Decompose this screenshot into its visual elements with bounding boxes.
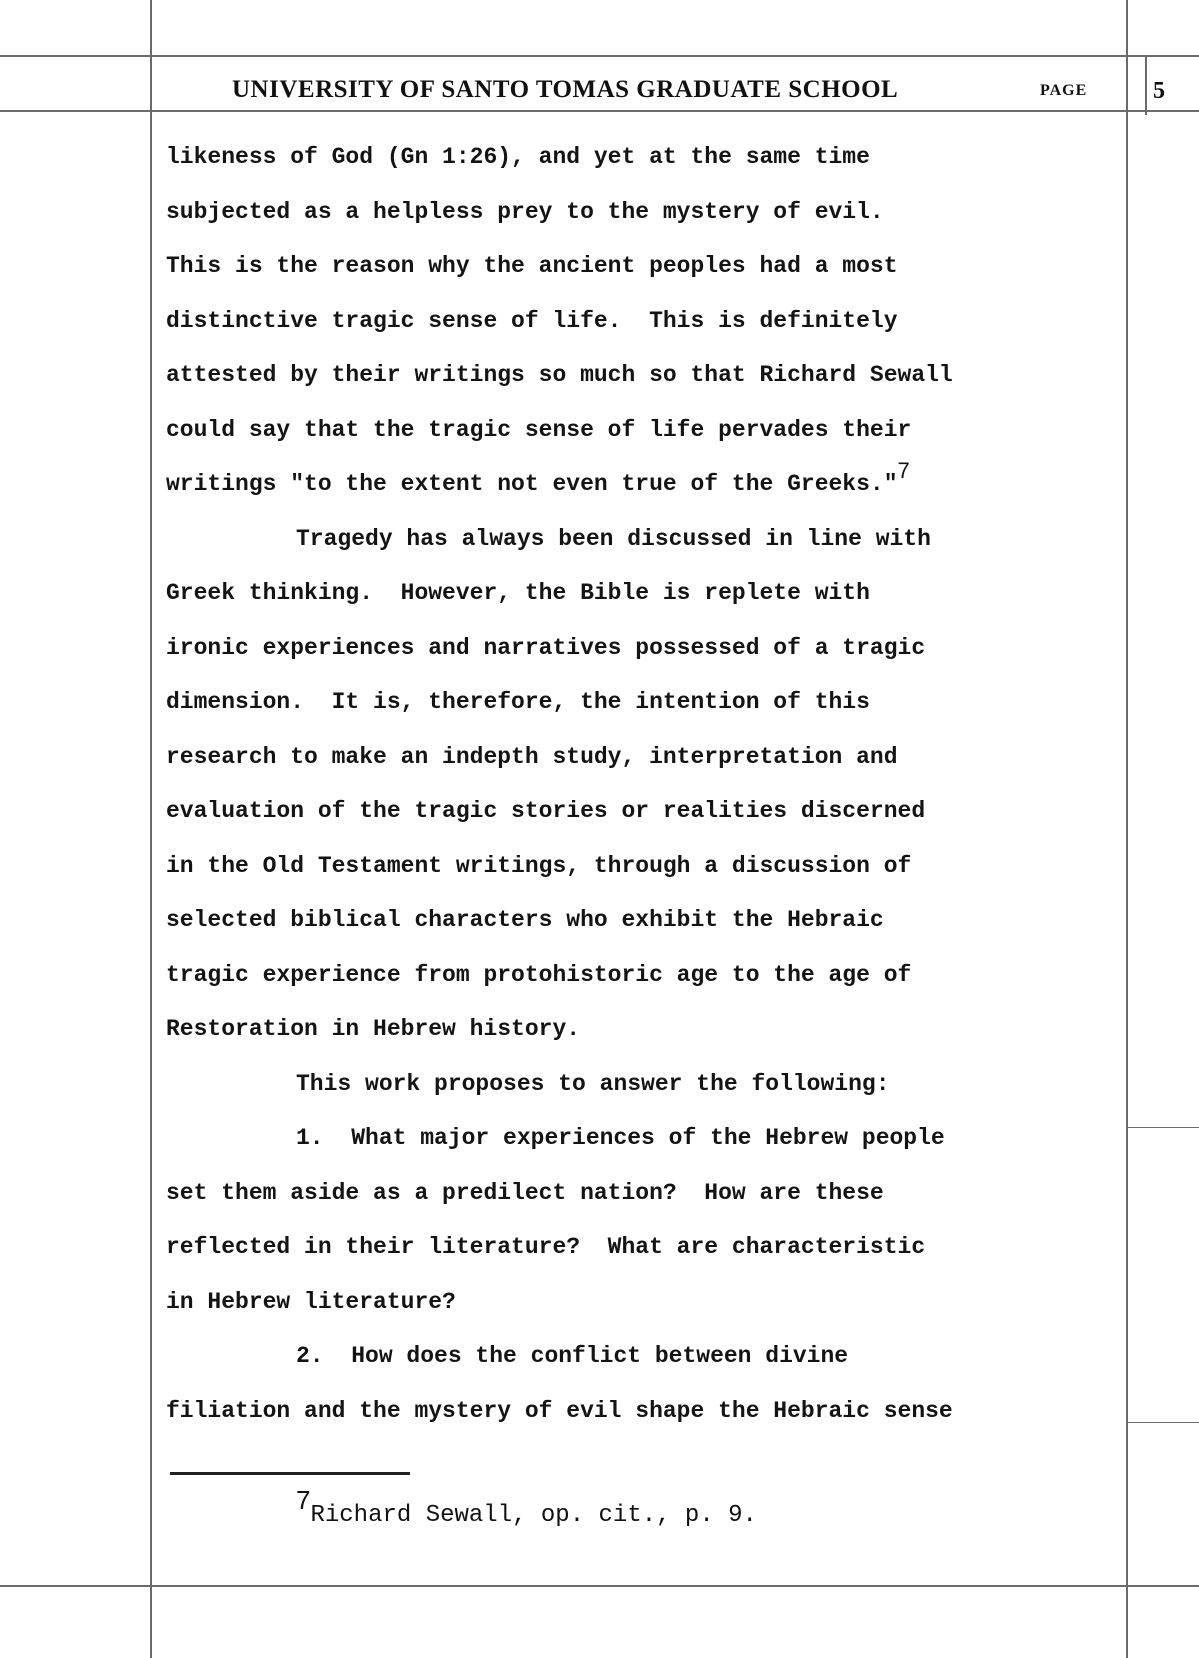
text-line-content: Restoration in Hebrew history.	[166, 1016, 581, 1042]
text-line	[166, 1057, 1126, 1112]
text-line	[166, 784, 1126, 839]
text-line	[166, 948, 1126, 1003]
text-line-content: writings "to the extent not even true of the Greeks."	[166, 471, 898, 497]
text-line	[166, 1384, 1126, 1439]
page-header-title: UNIVERSITY OF SANTO TOMAS GRADUATE SCHOOL	[232, 76, 899, 103]
text-line-content: Greek thinking. However, the Bible is replete with	[166, 580, 870, 606]
text-line-content: research to make an indepth study, interpretation and	[166, 743, 898, 770]
text-line	[166, 185, 1126, 240]
text-line-content: dimension. It is, therefore, the intention of this	[166, 689, 870, 715]
text-line	[166, 1329, 1126, 1384]
page-label: PAGE	[1040, 82, 1088, 99]
text-line-content: selected biblical characters who exhibit the Hebraic	[166, 907, 884, 933]
text-line	[166, 1111, 1126, 1166]
text-line	[166, 512, 1126, 567]
footnote	[296, 1485, 757, 1529]
text-line-content: subjected as a helpless prey to the mystery of evil.	[166, 198, 884, 225]
text-line	[166, 130, 1126, 185]
text-line	[166, 1002, 1126, 1057]
text-line-content: likeness of God (Gn 1:26), and yet at the same time	[166, 144, 870, 170]
text-line	[166, 730, 1126, 785]
top-rule	[0, 55, 1199, 57]
footnote-separator	[170, 1472, 410, 1475]
page-number-divider	[1145, 55, 1147, 115]
footnote-text: Richard Sewall, op. cit., p. 9.	[310, 1502, 757, 1529]
text-line-content: in Hebrew literature?	[166, 1288, 456, 1315]
text-line	[166, 457, 1126, 512]
text-line	[166, 239, 1126, 294]
text-line	[166, 675, 1126, 730]
text-line	[166, 621, 1126, 676]
text-line	[166, 348, 1126, 403]
text-line	[166, 403, 1126, 458]
text-line	[166, 1275, 1126, 1330]
text-line-content: could say that the tragic sense of life pervades their	[166, 416, 912, 443]
text-line-content: 1. What major experiences of the Hebrew people	[296, 1125, 945, 1151]
bottom-rule	[0, 1585, 1199, 1587]
text-line	[166, 1220, 1126, 1275]
footnote-marker: 7	[296, 1485, 311, 1515]
footnote-reference: 7	[897, 458, 910, 483]
text-line-content: This work proposes to answer the following:	[296, 1070, 890, 1097]
right-tick-lower	[1128, 1422, 1199, 1423]
text-line-content: distinctive tragic sense of life. This is definitely	[166, 307, 898, 334]
text-line-content: Tragedy has always been discussed in line with	[296, 525, 931, 552]
text-line	[166, 294, 1126, 349]
text-line	[166, 839, 1126, 894]
left-margin-rule	[150, 0, 152, 1658]
text-line	[166, 566, 1126, 621]
body-text	[166, 130, 1126, 1438]
text-line-content: tragic experience from protohistoric age to the age of	[166, 961, 912, 988]
text-line-content: set them aside as a predilect nation? How are these	[166, 1179, 884, 1206]
text-line-content: in the Old Testament writings, through a discussion of	[166, 852, 912, 879]
right-margin-rule	[1126, 0, 1128, 1658]
text-line-content: 2. How does the conflict between divine	[296, 1343, 849, 1369]
text-line-content: attested by their writings so much so that Richard Sewall	[166, 362, 953, 388]
text-line	[166, 893, 1126, 948]
text-line-content: This is the reason why the ancient peoples had a most	[166, 253, 898, 279]
right-tick-upper	[1128, 1127, 1199, 1128]
header-underline	[0, 110, 1199, 112]
text-line	[166, 1166, 1126, 1221]
text-line-content: evaluation of the tragic stories or realities discerned	[166, 798, 926, 824]
text-line-content: filiation and the mystery of evil shape the Hebraic sense	[166, 1397, 953, 1424]
text-line-content: ironic experiences and narratives possessed of a tragic	[166, 634, 926, 661]
page-number: 5	[1153, 78, 1165, 104]
text-line-content: reflected in their literature? What are characteristic	[166, 1234, 926, 1260]
